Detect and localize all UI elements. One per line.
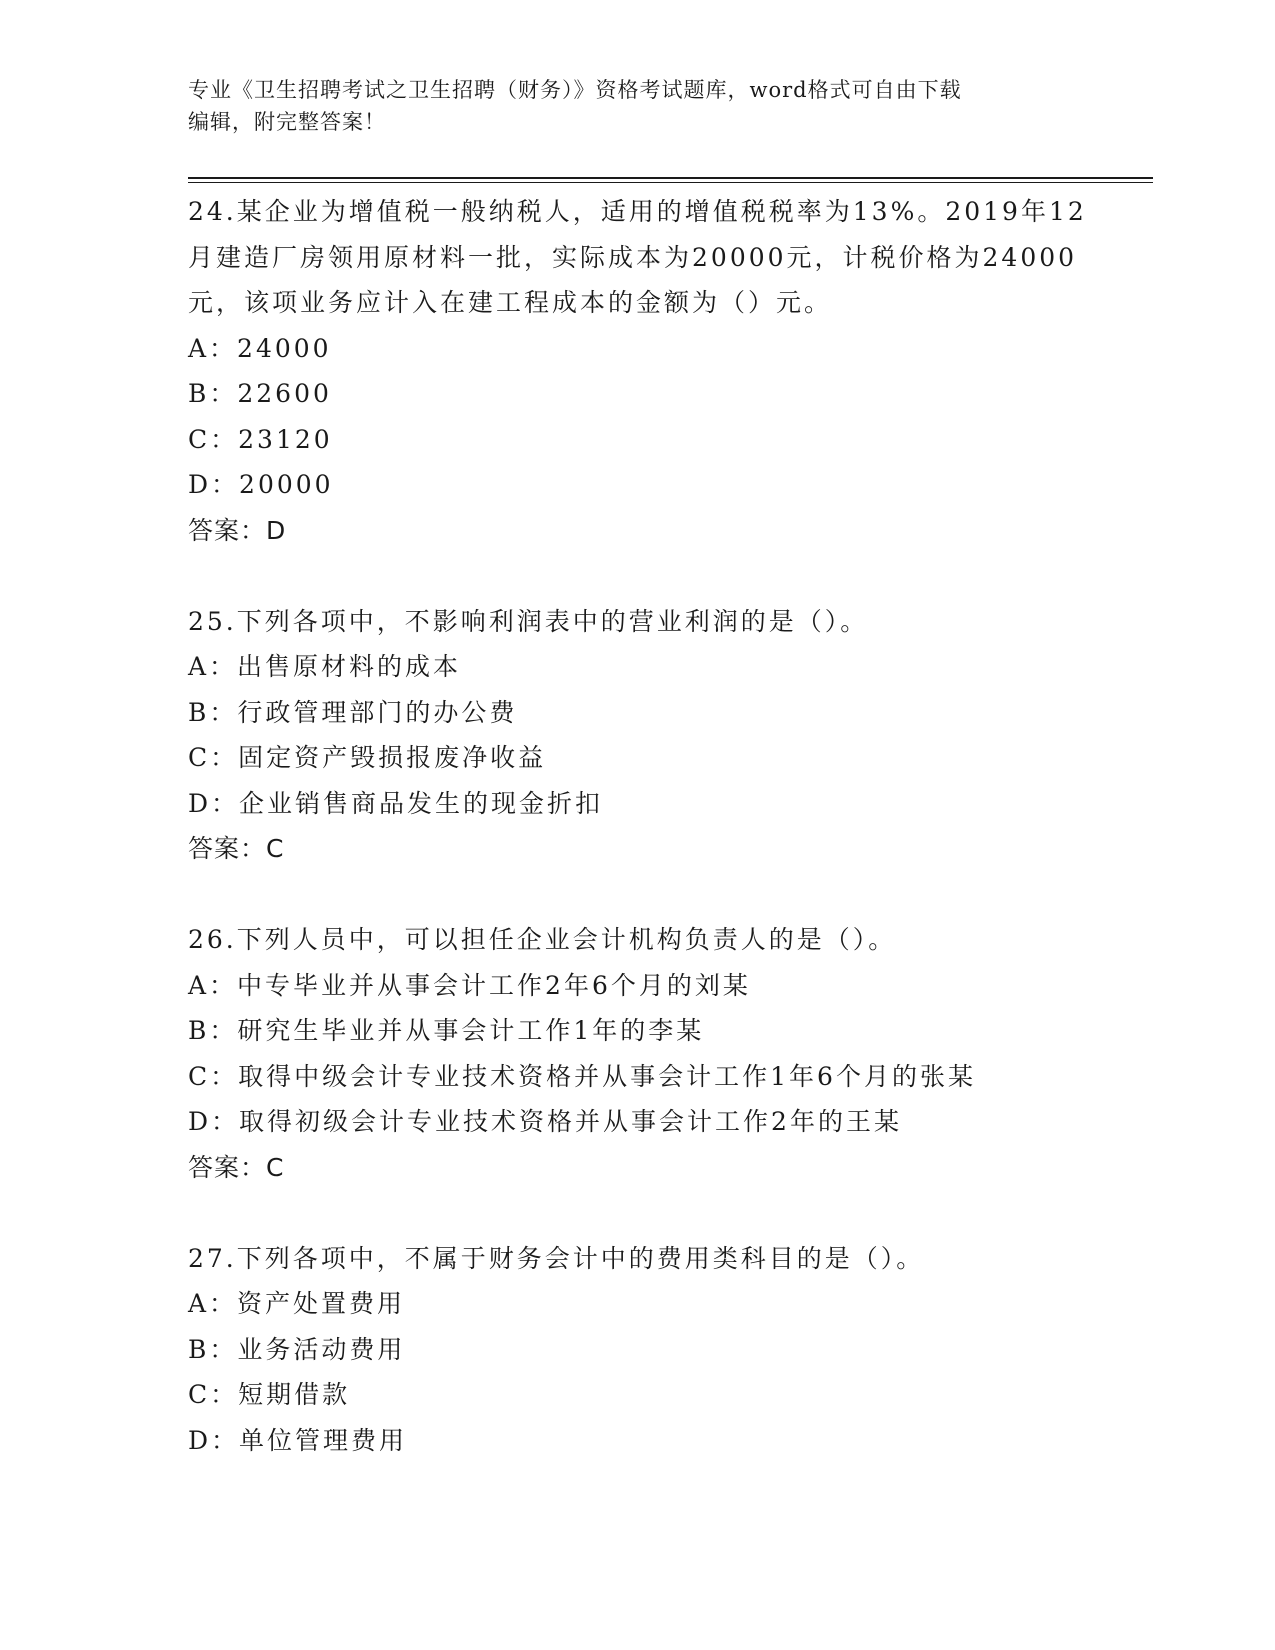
option-c: C：23120 [188, 424, 333, 454]
spacer [188, 553, 1088, 599]
header-line-2: 编辑，附完整答案！ [188, 110, 386, 134]
header-divider-thin [188, 182, 1153, 183]
option-c: C：短期借款 [188, 1380, 351, 1409]
question-stem-line: 元，该项业务应计入在建工程成本的金额为（）元。 [188, 288, 833, 317]
spacer [188, 872, 1088, 918]
answer: 答案：C [188, 1152, 285, 1182]
question-25 [188, 599, 1088, 872]
option-c: C：取得中级会计专业技术资格并从事会计工作1年6个月的张某 [188, 1061, 976, 1091]
spacer [188, 1190, 1088, 1236]
question-list [188, 189, 1088, 1463]
answer: 答案：C [188, 834, 285, 863]
option-c: C：固定资产毁损报废净收益 [188, 743, 547, 772]
option-b: B：业务活动费用 [188, 1334, 406, 1364]
question-stem-line: 24.某企业为增值税一般纳税人，适用的增值税税率为13%。2019年12 [188, 197, 1087, 226]
option-a: A：出售原材料的成本 [188, 652, 462, 681]
option-a: A：资产处置费用 [188, 1289, 406, 1318]
question-stem-line: 月建造厂房领用原材料一批，实际成本为20000元，计税价格为24000 [188, 242, 1078, 272]
question-stem-line: 25.下列各项中，不影响利润表中的营业利润的是（）。 [188, 606, 869, 636]
answer: 答案：D [188, 515, 287, 545]
option-d: D：单位管理费用 [188, 1425, 408, 1455]
option-b: B：研究生毕业并从事会计工作1年的李某 [188, 1016, 705, 1045]
question-27 [188, 1236, 1088, 1464]
header-line-1: 专业《卫生招聘考试之卫生招聘（财务）》资格考试题库，word格式可自由下载 [188, 78, 962, 102]
option-d: D：企业销售商品发生的现金折扣 [188, 788, 604, 818]
header-divider-thick [188, 177, 1153, 179]
question-stem-line: 27.下列各项中，不属于财务会计中的费用类科目的是（）。 [188, 1243, 925, 1273]
question-26 [188, 917, 1088, 1190]
option-b: B：22600 [188, 379, 332, 408]
document-header [188, 74, 1088, 138]
question-stem-line: 26.下列人员中，可以担任企业会计机构负责人的是（）。 [188, 925, 897, 954]
option-a: A：24000 [188, 333, 332, 363]
question-24 [188, 189, 1088, 553]
option-b: B：行政管理部门的办公费 [188, 697, 518, 727]
option-d: D：20000 [188, 470, 334, 499]
option-a: A：中专毕业并从事会计工作2年6个月的刘某 [188, 970, 751, 1000]
option-d: D：取得初级会计专业技术资格并从事会计工作2年的王某 [188, 1107, 902, 1136]
